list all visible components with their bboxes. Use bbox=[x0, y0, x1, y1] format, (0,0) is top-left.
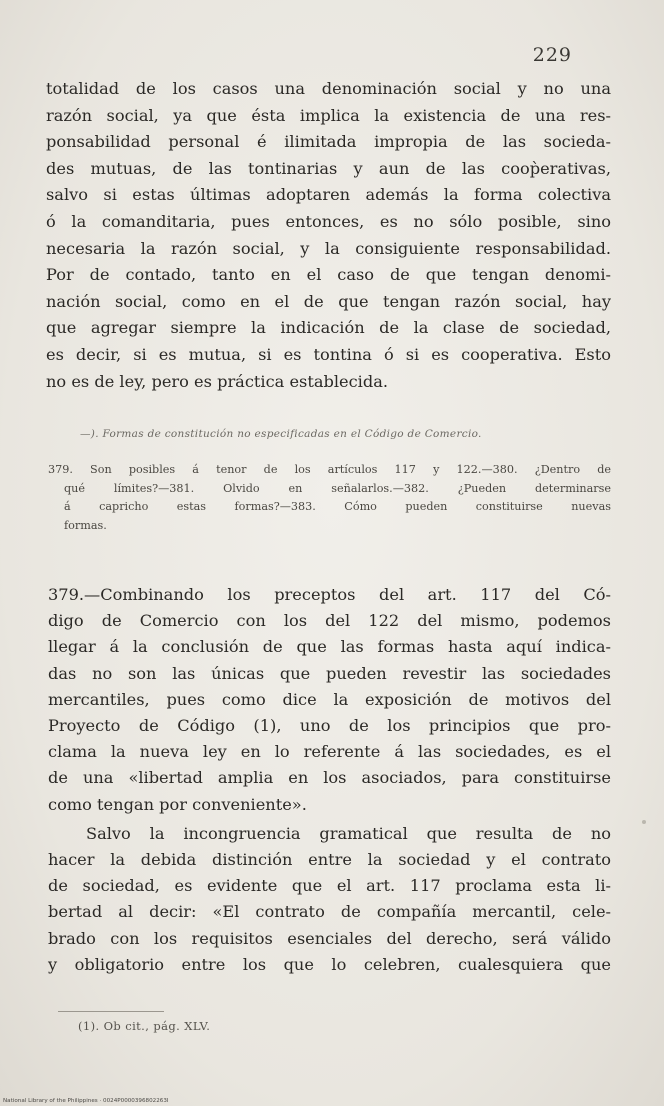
section-heading: —). Formas de constitución no especificadas en el Código de Comercio. bbox=[80, 428, 482, 440]
main-paragraph bbox=[46, 76, 611, 395]
summary-line: qué límites?—381. Olvido en señalarlos.—382. ¿Pueden determinarse bbox=[64, 481, 611, 495]
text-line: necesaria la razón social, y la consiguiente responsabilidad. bbox=[46, 238, 611, 258]
text-line: ó la comanditaria, pues entonces, es no sólo posible, sino bbox=[46, 211, 611, 231]
text-line: salvo si estas últimas adoptaren además la forma colectiva bbox=[46, 185, 611, 205]
text-line: digo de Comercio con los del 122 del mismo, podemos bbox=[48, 611, 611, 631]
text-line: clama la nueva ley en lo referente á las sociedades, es el bbox=[48, 742, 611, 762]
text-line: ponsabilidad personal é ilimitada impropia de las socieda- bbox=[46, 132, 611, 152]
text-line: es decir, si es mutua, si es tontina ó si es cooperativa. Esto bbox=[46, 344, 611, 364]
text-line: de una «libertad amplia en los asociados, para constituirse bbox=[48, 768, 611, 788]
text-line: des mutuas, de las tontinarias y aun de las coop̀erativas, bbox=[46, 158, 611, 178]
text-line: llegar á la conclusión de que las formas hasta aquí indica- bbox=[48, 637, 611, 657]
section-summary bbox=[48, 461, 611, 535]
section-body bbox=[48, 582, 611, 978]
text-line: bertad al decir: «El contrato de compañía mercantil, cele- bbox=[48, 902, 611, 922]
text-line: de sociedad, es evidente que el art. 117 proclama esta li- bbox=[48, 876, 611, 896]
text-line: no es de ley, pero es práctica establecida. bbox=[46, 371, 389, 391]
footer-credit: National Library of the Philippines · 0024P0000396802263I bbox=[3, 1098, 169, 1104]
text-line: mercantiles, pues como dice la exposición de motivos del bbox=[48, 689, 611, 709]
text-line: brado con los requisitos esenciales del derecho, será válido bbox=[48, 928, 611, 948]
text-line: totalidad de los casos una denominación social y no una bbox=[46, 79, 611, 98]
summary-line: formas. bbox=[64, 518, 107, 532]
text-line: 379.—Combinando los preceptos del art. 117 del Có- bbox=[48, 585, 611, 604]
text-line: razón social, ya que ésta implica la existencia de una res- bbox=[46, 105, 611, 125]
text-line: hacer la debida distinción entre la sociedad y el contrato bbox=[48, 850, 611, 870]
text-line: Proyecto de Código (1), uno de los principios que pro- bbox=[48, 716, 611, 736]
text-line: como tengan por conveniente». bbox=[48, 794, 307, 814]
text-line: y obligatorio entre los que lo celebren, cualesquiera que bbox=[48, 954, 611, 974]
footnote-divider bbox=[58, 1011, 164, 1012]
ink-smudge bbox=[642, 820, 646, 824]
summary-line: á capricho estas formas?—383. Cómo pueden constituirse nuevas bbox=[64, 500, 611, 513]
text-line: que agregar siempre la indicación de la clase de sociedad, bbox=[46, 318, 611, 338]
text-line: nación social, como en el de que tengan razón social, hay bbox=[46, 291, 611, 311]
page-number: 229 bbox=[532, 44, 572, 66]
summary-line: 379. Son posibles á tenor de los artículos 117 y 122.—380. ¿Dentro de bbox=[48, 463, 611, 476]
text-line: das no son las únicas que pueden revestir las sociedades bbox=[48, 663, 611, 683]
text-line: Por de contado, tanto en el caso de que tengan denomi- bbox=[46, 265, 611, 285]
footnote: (1). Ob cit., pág. XLV. bbox=[78, 1019, 211, 1033]
text-line: Salvo la incongruencia gramatical que resulta de no bbox=[86, 823, 611, 843]
